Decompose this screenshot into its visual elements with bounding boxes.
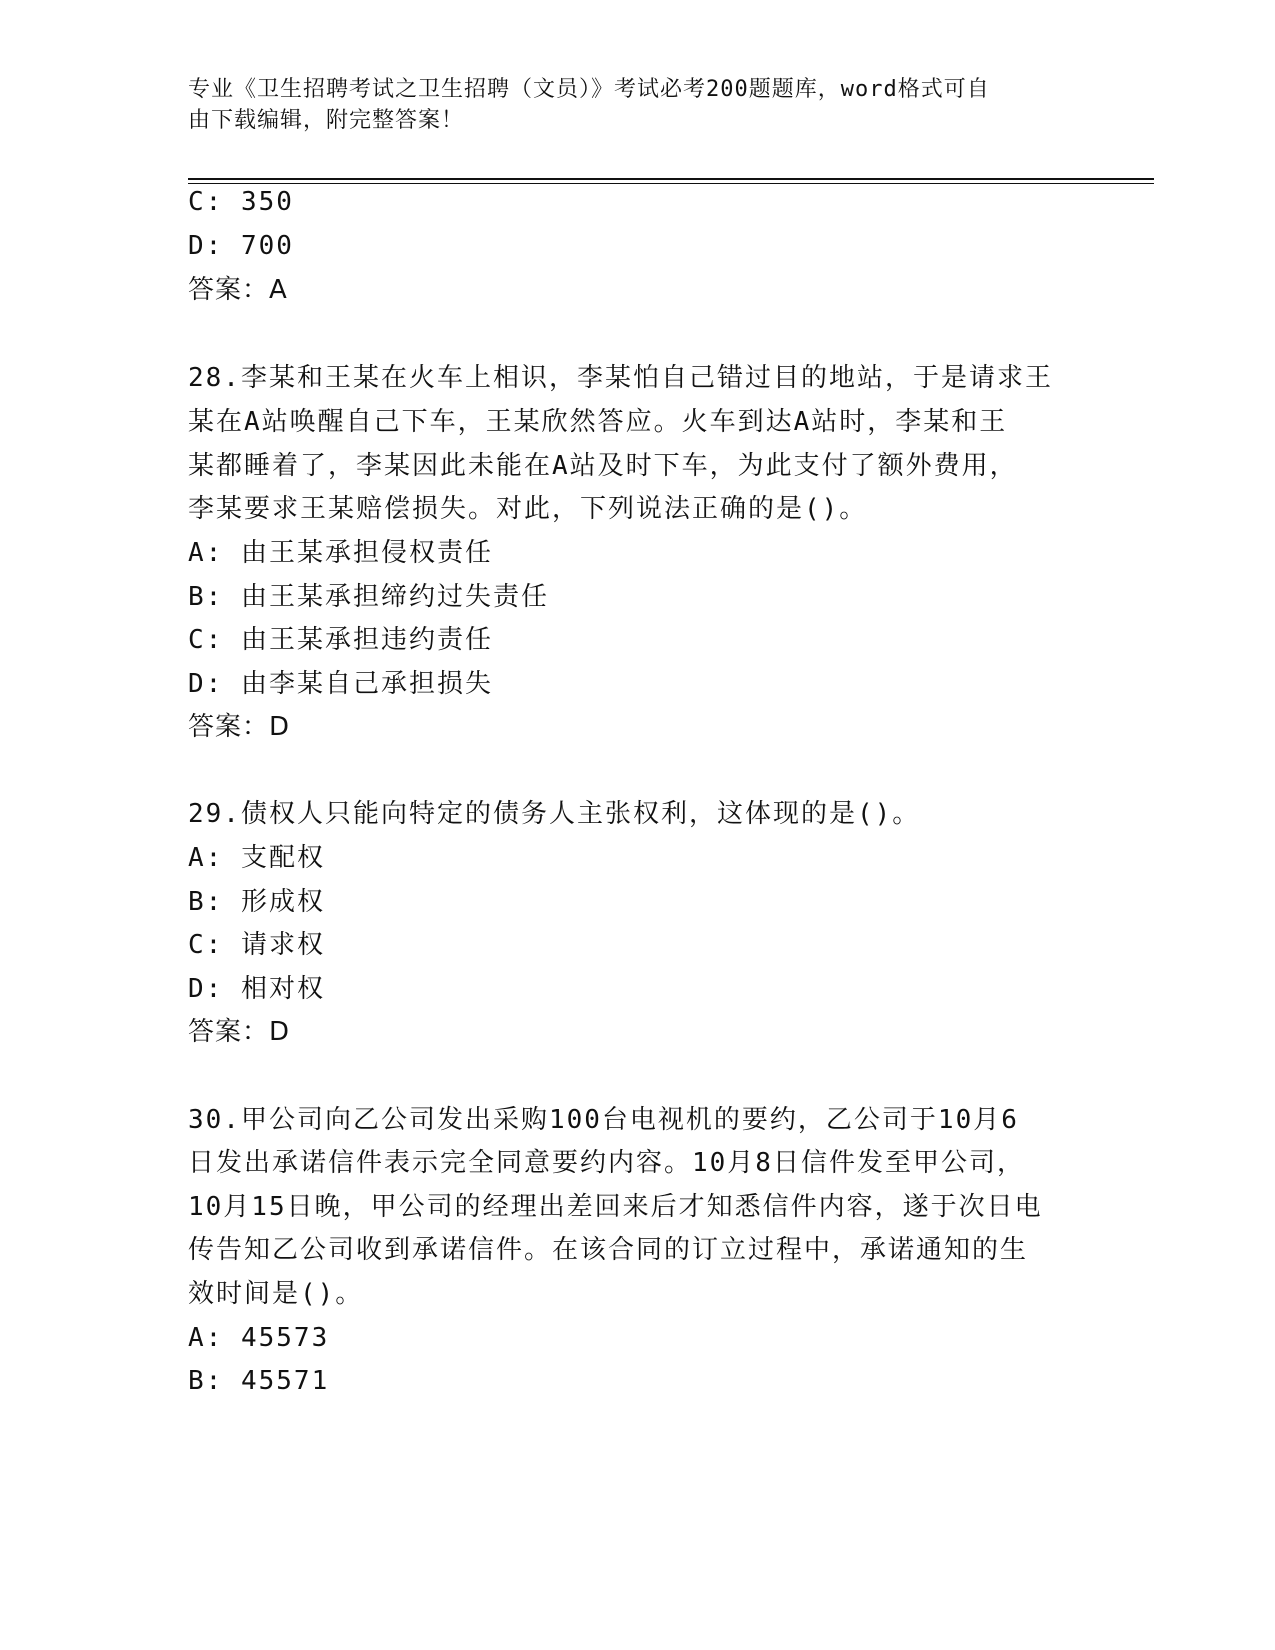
q28-stem-line: 28.李某和王某在火车上相识，李某怕自己错过目的地站，于是请求王 [188, 363, 1053, 393]
q30-stem-line: 日发出承诺信件表示完全同意要约内容。10月8日信件发至甲公司， [188, 1148, 1025, 1178]
prev-option-d: D: 700 [188, 231, 294, 261]
q29-option-b: B: 形成权 [188, 887, 325, 917]
q30-stem-line: 效时间是()。 [188, 1279, 364, 1309]
q28-option-d: D: 由李某自己承担损失 [188, 669, 493, 699]
q29-option-d: D: 相对权 [188, 974, 325, 1004]
q29-stem: 29.债权人只能向特定的债务人主张权利，这体现的是()。 [188, 799, 921, 829]
q30-option-a: A: 45573 [188, 1323, 330, 1353]
prev-option-c: C: 350 [188, 187, 294, 217]
q28-option-b: B: 由王某承担缔约过失责任 [188, 582, 549, 612]
q28-stem-line: 某在A站唤醒自己下车，王某欣然答应。火车到达A站时，李某和王 [188, 407, 1008, 437]
header-line-1: 专业《卫生招聘考试之卫生招聘（文员）》考试必考200题题库，word格式可自 [188, 77, 990, 102]
q29-option-a: A: 支配权 [188, 843, 325, 873]
q30-stem-line: 传告知乙公司收到承诺信件。在该合同的订立过程中，承诺通知的生 [188, 1235, 1029, 1265]
header-line-2: 由下载编辑，附完整答案！ [188, 108, 465, 133]
q28-stem-line: 李某要求王某赔偿损失。对此，下列说法正确的是()。 [188, 494, 868, 524]
q28-answer: 答案：D [188, 712, 291, 742]
q28-option-a: A: 由王某承担侵权责任 [188, 538, 493, 568]
q28-stem-line: 某都睡着了，李某因此未能在A站及时下车，为此支付了额外费用， [188, 451, 1018, 481]
q29-option-c: C: 请求权 [188, 930, 325, 960]
q28-option-c: C: 由王某承担违约责任 [188, 625, 493, 655]
q30-stem-line: 10月15日晚，甲公司的经理出差回来后才知悉信件内容，遂于次日电 [188, 1192, 1043, 1222]
prev-answer: 答案：A [188, 275, 288, 305]
header-divider-thick [188, 178, 1154, 180]
q29-answer: 答案：D [188, 1017, 291, 1047]
q30-stem-line: 30.甲公司向乙公司发出采购100台电视机的要约，乙公司于10月6 [188, 1105, 1019, 1135]
page-header [188, 74, 1088, 136]
q30-option-b: B: 45571 [188, 1366, 330, 1396]
header-divider-thin [188, 183, 1154, 184]
